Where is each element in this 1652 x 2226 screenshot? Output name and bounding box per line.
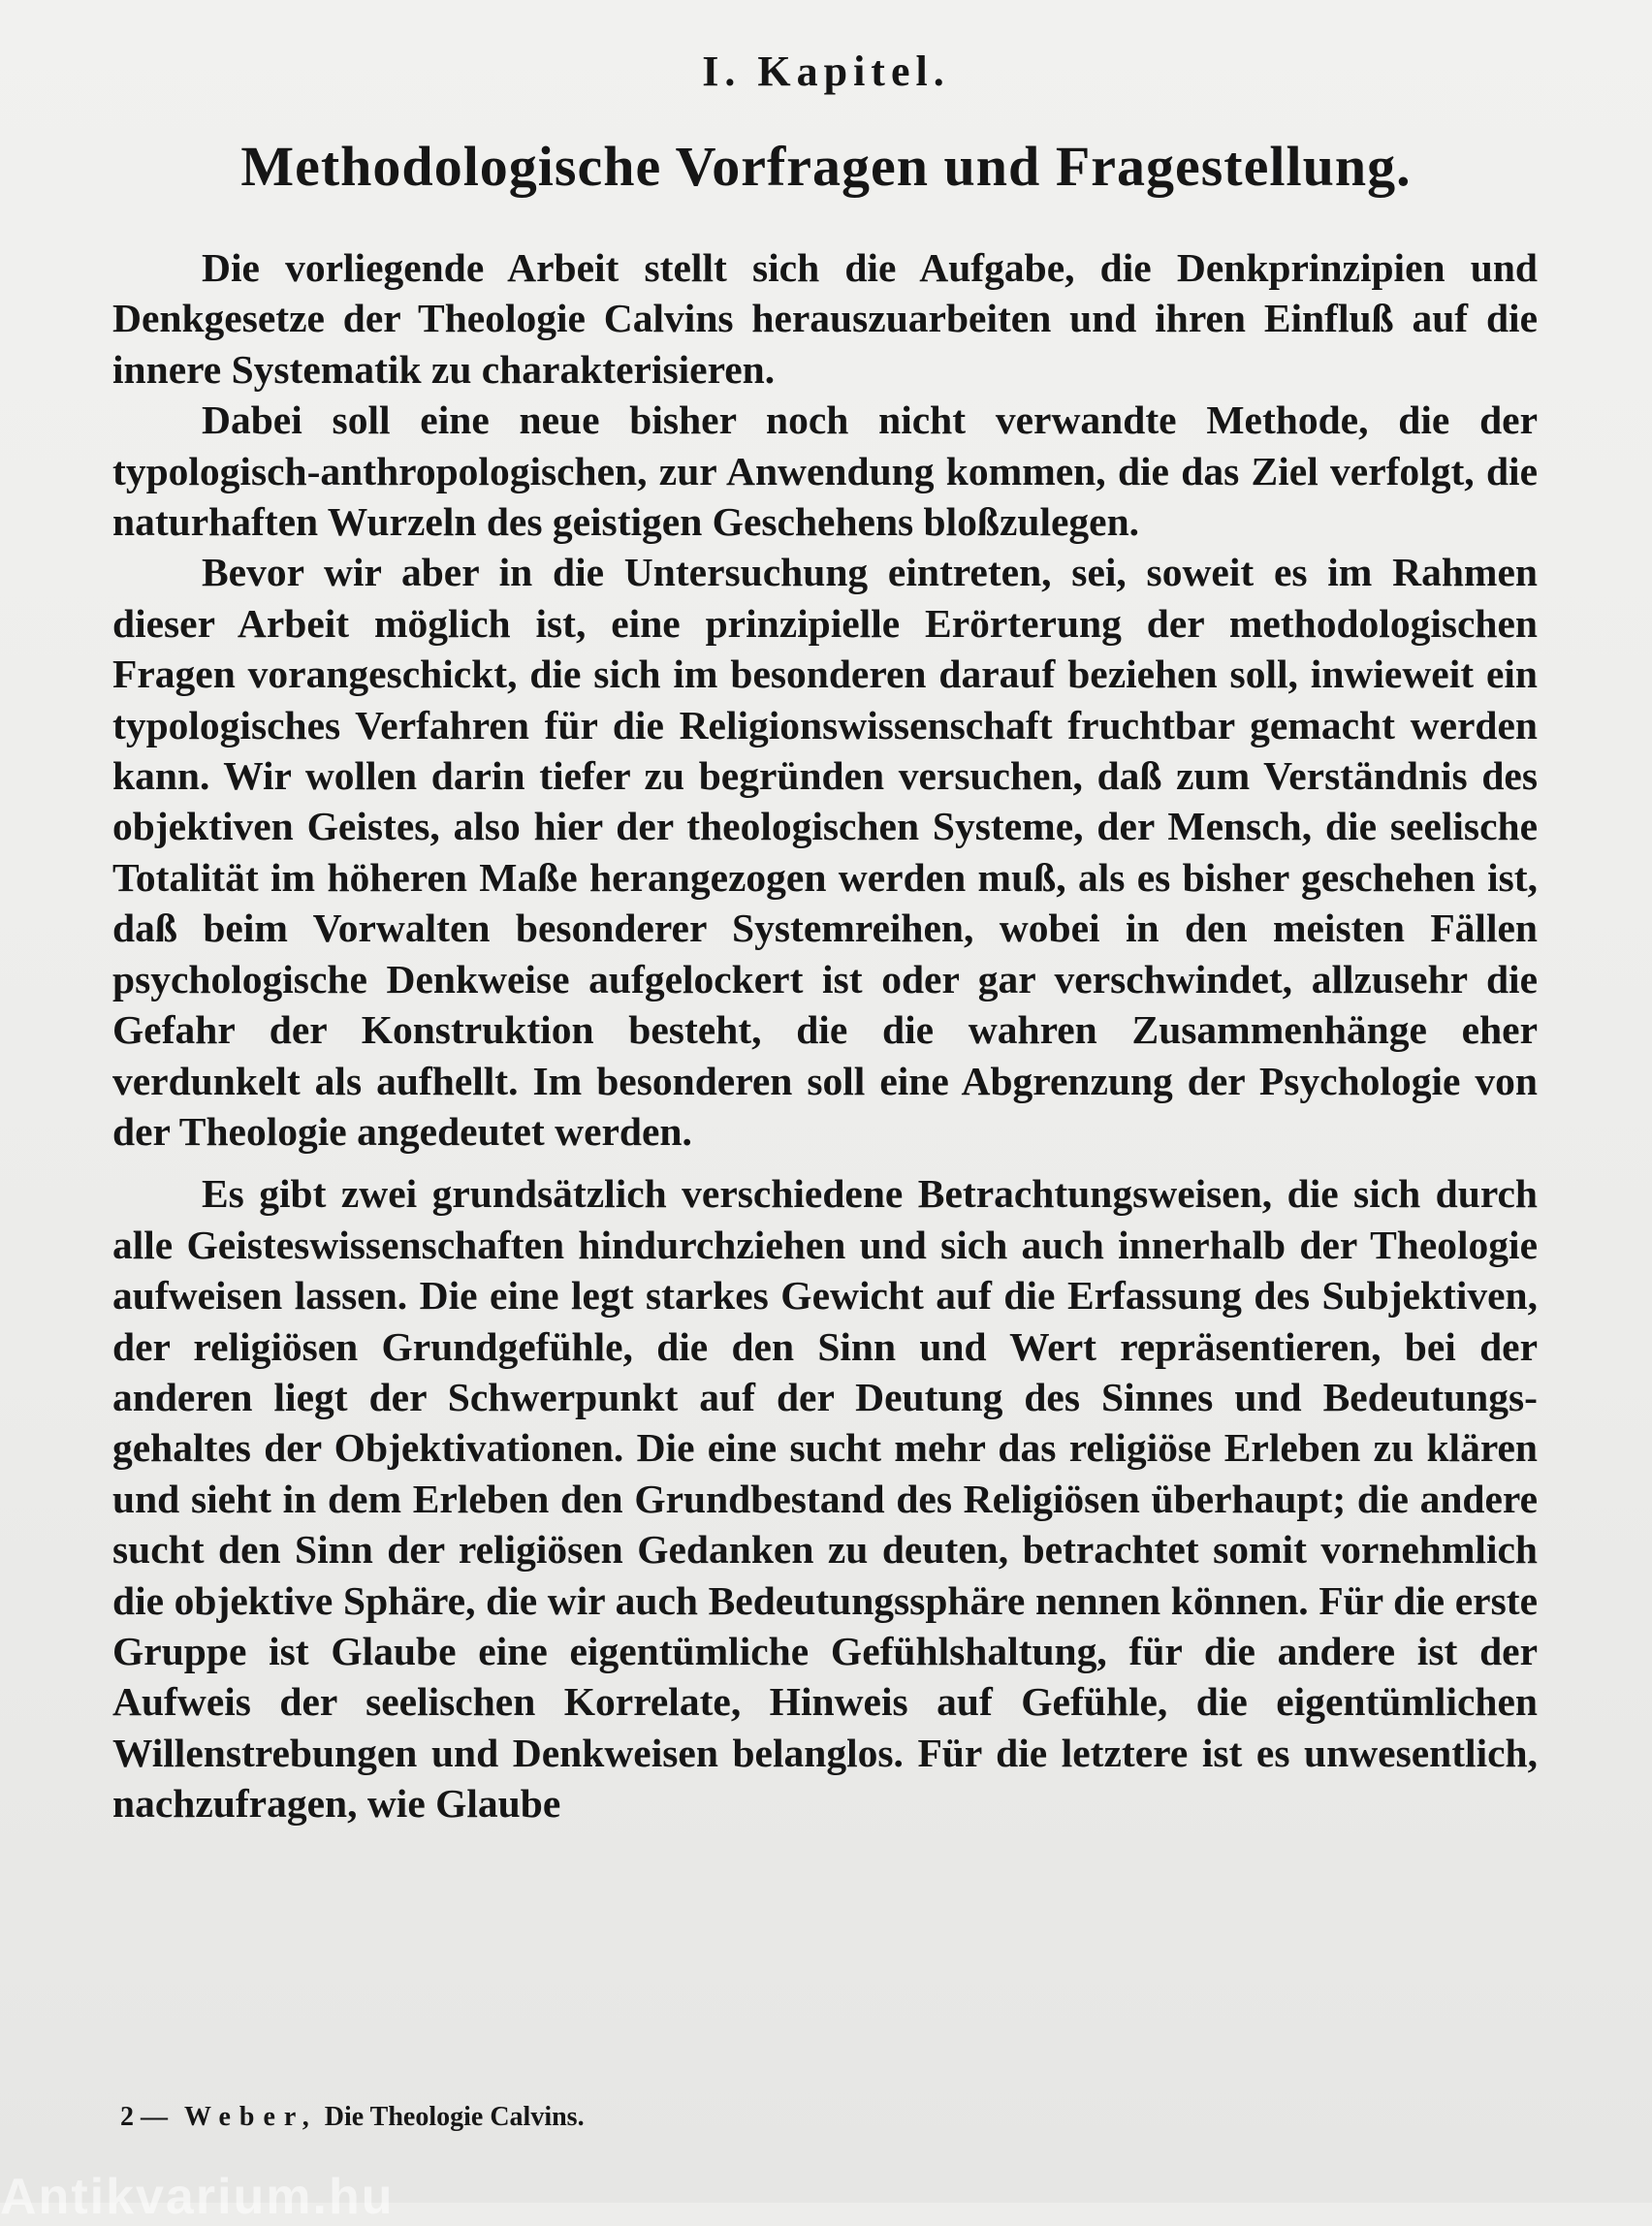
chapter-heading: I. Kapitel. [702,48,950,95]
signature-number: 2 — [120,2102,168,2132]
paragraph-1: Die vorliegende Arbeit stellt sich die Aufgabe, die Denkprinzipien und Denkgesetze der Theologie Calvins herauszuarbeiten und ihren Einfluß auf die innere Systematik zu charakterisieren. [112,245,1538,392]
footer-author: Weber, [184,2102,318,2132]
chapter-title: Methodologische Vorfragen und Fragestellung. [240,135,1412,198]
watermark: Antikvarium.hu [0,2169,395,2225]
paragraph-4: Es gibt zwei grundsätzlich verschiedene Betrachtungsweisen, die sich durch alle Geisteswissenschaften hindurchziehen und sich auch innerhalb der Theologie aufweisen lassen. Die eine legt starkes Gewicht auf die Erfassung des Subjektiven, der religiösen Grundgefühle, die den Sinn und Wert repräsentieren, bei der anderen liegt der Schwerpunkt auf der Deutung des Sinnes und Bedeutungsgehaltes der Objektivationen. Die eine sucht mehr das religiöse Erleben zu klären und sieht in dem Erleben den Grundbestand des Religiösen überhaupt; die andere sucht den Sinn der religiösen Gedanken zu deuten, betrachtet somit vornehmlich die objektive Sphäre, die wir auch Bedeutungssphäre nennen können. Für die erste Gruppe ist Glaube eine eigentümliche Gefühlshaltung, für die andere ist der Aufweis der seelischen Korrelate, Hinweis auf Gefühle, die eigentümlichen Willenstrebungen und Denkweisen belanglos. Für die letztere ist es unwesentlich, nachzufragen, wie Glaube [112,1171,1538,1827]
paragraph-2: Dabei soll eine neue bisher noch nicht verwandte Methode, die der typologisch-anthropologischen, zur Anwendung kommen, die das Ziel verfolgt, die naturhaften Wurzeln des geistigen Geschehens bloßzulegen. [112,398,1538,545]
body-text [112,242,1538,1829]
paragraph-3: Bevor wir aber in die Untersuchung eintreten, sei, soweit es im Rahmen dieser Arbeit möglich ist, eine prinzipielle Erörterung der methodologischen Fragen vorangeschickt, die sich im besonderen darauf beziehen soll, inwieweit ein typologisches Verfahren für die Religionswissenschaft fruchtbar gemacht werden kann. Wir wollen darin tiefer zu begründen versuchen, daß zum Verständnis des objektiven Geistes, also hier der theologischen Systeme, der Mensch, die seelische Totalität im höheren Maße herangezogen werden muß, als es bisher geschehen ist, daß beim Vorwalten besonderer Systemreihen, wobei in den meisten Fällen psychologische Denkweise aufgelockert ist oder gar verschwindet, allzusehr die Gefahr der Konstruktion besteht, die die wahren Zusammenhänge eher verdunkelt als aufhellt. Im besonderen soll eine Abgrenzung der Psychologie von der Theologie angedeutet werden. [112,550,1538,1154]
page-footer [120,2102,585,2133]
footer-work-title: Die Theologie Calvins. [324,2102,585,2132]
